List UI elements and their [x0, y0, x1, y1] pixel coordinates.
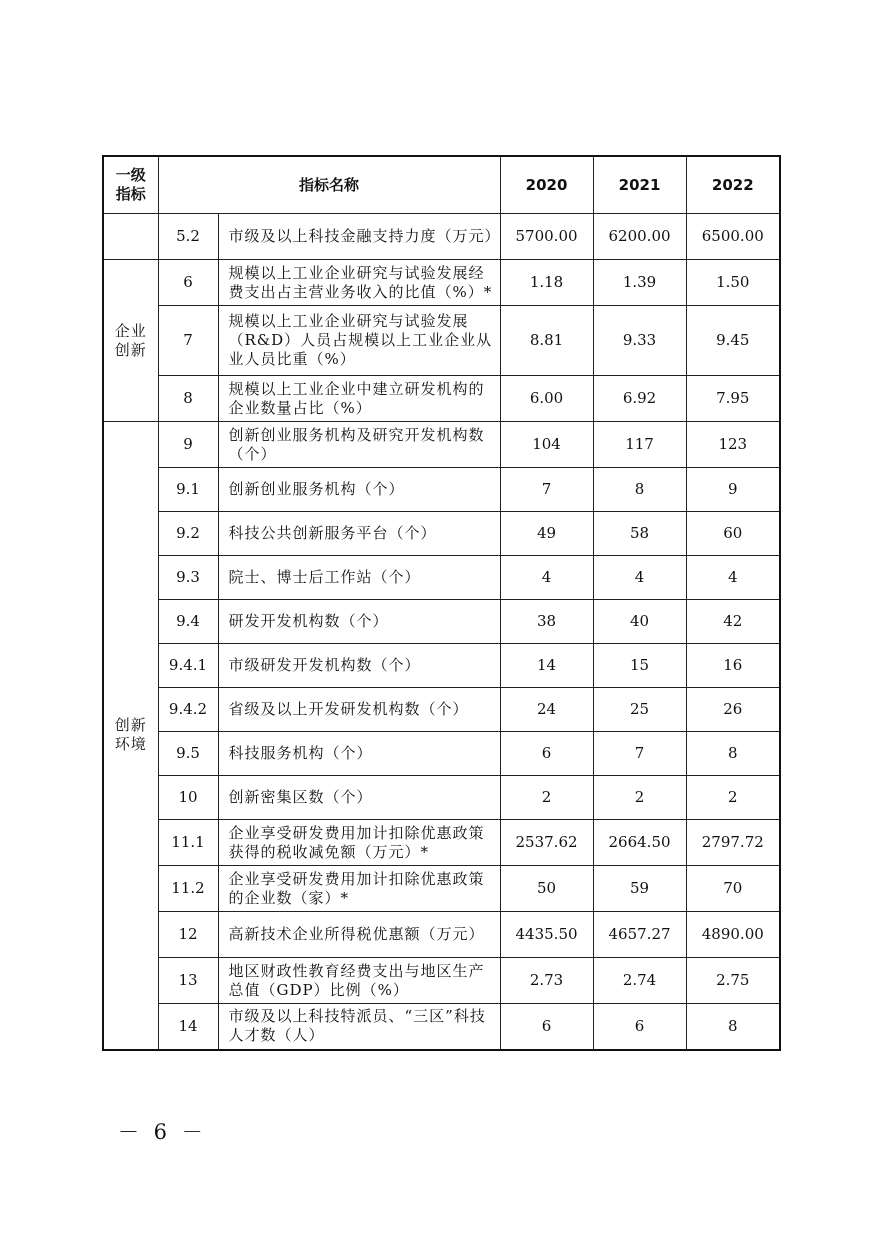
- row-2020: 6: [500, 1004, 593, 1050]
- table-row: [103, 912, 780, 958]
- row-2022: 123: [686, 422, 780, 468]
- category-innovation-environment: 创新环境: [103, 422, 158, 1050]
- row-2020: 5700.00: [500, 214, 593, 260]
- row-name: 创新创业服务机构及研究开发机构数（个）: [218, 422, 500, 468]
- row-no: 9.1: [158, 468, 218, 512]
- row-name: 市级及以上科技金融支持力度（万元）: [218, 214, 500, 260]
- row-2021: 4657.27: [593, 912, 686, 958]
- row-name: 创新密集区数（个）: [218, 776, 500, 820]
- table-row: [103, 958, 780, 1004]
- table-row: [103, 688, 780, 732]
- row-no: 9.4: [158, 600, 218, 644]
- row-2021: 117: [593, 422, 686, 468]
- row-2020: 38: [500, 600, 593, 644]
- row-2022: 8: [686, 1004, 780, 1050]
- table-row: [103, 468, 780, 512]
- row-2020: 1.18: [500, 260, 593, 306]
- row-2020: 8.81: [500, 306, 593, 376]
- row-no: 9.5: [158, 732, 218, 776]
- row-2022: 4890.00: [686, 912, 780, 958]
- row-2022: 4: [686, 556, 780, 600]
- row-no: 12: [158, 912, 218, 958]
- table-row: [103, 776, 780, 820]
- row-no: 9: [158, 422, 218, 468]
- row-2021: 2.74: [593, 958, 686, 1004]
- header-2020: 2020: [500, 156, 593, 214]
- table-row: [103, 512, 780, 556]
- row-2022: 9.45: [686, 306, 780, 376]
- row-no: 14: [158, 1004, 218, 1050]
- indicator-table: [102, 155, 781, 1051]
- row-2022: 2.75: [686, 958, 780, 1004]
- row-no: 8: [158, 376, 218, 422]
- table-row: [103, 214, 780, 260]
- row-2020: 49: [500, 512, 593, 556]
- row-2021: 59: [593, 866, 686, 912]
- table-row: [103, 600, 780, 644]
- row-no: 9.2: [158, 512, 218, 556]
- row-2020: 4435.50: [500, 912, 593, 958]
- row-name: 规模以上工业企业研究与试验发展经费支出占主营业务收入的比值（%）*: [218, 260, 500, 306]
- row-no: 6: [158, 260, 218, 306]
- row-2020: 6: [500, 732, 593, 776]
- row-2021: 2664.50: [593, 820, 686, 866]
- row-no: 9.4.1: [158, 644, 218, 688]
- row-2021: 1.39: [593, 260, 686, 306]
- table-row: [103, 644, 780, 688]
- row-2021: 15: [593, 644, 686, 688]
- row-2021: 8: [593, 468, 686, 512]
- category-enterprise-innovation: 企业创新: [103, 260, 158, 422]
- row-2020: 50: [500, 866, 593, 912]
- row-2021: 9.33: [593, 306, 686, 376]
- row-no: 5.2: [158, 214, 218, 260]
- row-2020: 7: [500, 468, 593, 512]
- row-2022: 8: [686, 732, 780, 776]
- table-header-row: [103, 156, 780, 214]
- row-name: 科技公共创新服务平台（个）: [218, 512, 500, 556]
- row-2020: 6.00: [500, 376, 593, 422]
- table-row: [103, 1004, 780, 1050]
- row-name: 高新技术企业所得税优惠额（万元）: [218, 912, 500, 958]
- row-2022: 70: [686, 866, 780, 912]
- row-name: 创新创业服务机构（个）: [218, 468, 500, 512]
- category-cell-empty: [103, 214, 158, 260]
- header-2021: 2021: [593, 156, 686, 214]
- row-2020: 14: [500, 644, 593, 688]
- row-2022: 1.50: [686, 260, 780, 306]
- row-no: 13: [158, 958, 218, 1004]
- row-no: 10: [158, 776, 218, 820]
- row-no: 7: [158, 306, 218, 376]
- row-2022: 2797.72: [686, 820, 780, 866]
- table-row: [103, 866, 780, 912]
- row-name: 企业享受研发费用加计扣除优惠政策的企业数（家）*: [218, 866, 500, 912]
- row-2021: 6.92: [593, 376, 686, 422]
- table-row: [103, 376, 780, 422]
- table-row: [103, 306, 780, 376]
- row-2022: 60: [686, 512, 780, 556]
- header-level1: 一级指标: [103, 156, 158, 214]
- row-2021: 6: [593, 1004, 686, 1050]
- row-name: 市级研发开发机构数（个）: [218, 644, 500, 688]
- row-2020: 24: [500, 688, 593, 732]
- row-2020: 2: [500, 776, 593, 820]
- table-row: [103, 422, 780, 468]
- table-row: [103, 732, 780, 776]
- row-2022: 26: [686, 688, 780, 732]
- row-2022: 7.95: [686, 376, 780, 422]
- table-row: [103, 820, 780, 866]
- row-2020: 4: [500, 556, 593, 600]
- row-no: 9.4.2: [158, 688, 218, 732]
- row-no: 11.1: [158, 820, 218, 866]
- row-2021: 7: [593, 732, 686, 776]
- row-2021: 58: [593, 512, 686, 556]
- table-row: [103, 556, 780, 600]
- row-no: 11.2: [158, 866, 218, 912]
- table-row: [103, 260, 780, 306]
- row-2021: 6200.00: [593, 214, 686, 260]
- row-name: 企业享受研发费用加计扣除优惠政策获得的税收减免额（万元）*: [218, 820, 500, 866]
- row-2021: 2: [593, 776, 686, 820]
- row-2020: 104: [500, 422, 593, 468]
- row-name: 研发开发机构数（个）: [218, 600, 500, 644]
- row-name: 地区财政性教育经费支出与地区生产总值（GDP）比例（%）: [218, 958, 500, 1004]
- header-indicator-name: 指标名称: [158, 156, 500, 214]
- row-2021: 25: [593, 688, 686, 732]
- row-2022: 6500.00: [686, 214, 780, 260]
- row-no: 9.3: [158, 556, 218, 600]
- page-number: － 6 －: [118, 1120, 207, 1144]
- row-name: 科技服务机构（个）: [218, 732, 500, 776]
- header-2022: 2022: [686, 156, 780, 214]
- row-2020: 2.73: [500, 958, 593, 1004]
- row-2022: 9: [686, 468, 780, 512]
- row-2020: 2537.62: [500, 820, 593, 866]
- row-name: 规模以上工业企业中建立研发机构的企业数量占比（%）: [218, 376, 500, 422]
- row-name: 省级及以上开发研发机构数（个）: [218, 688, 500, 732]
- row-2022: 16: [686, 644, 780, 688]
- row-2021: 40: [593, 600, 686, 644]
- row-name: 规模以上工业企业研究与试验发展（R&D）人员占规模以上工业企业从业人员比重（%）: [218, 306, 500, 376]
- row-2022: 42: [686, 600, 780, 644]
- row-name: 院士、博士后工作站（个）: [218, 556, 500, 600]
- row-2022: 2: [686, 776, 780, 820]
- row-2021: 4: [593, 556, 686, 600]
- row-name: 市级及以上科技特派员、“三区”科技人才数（人）: [218, 1004, 500, 1050]
